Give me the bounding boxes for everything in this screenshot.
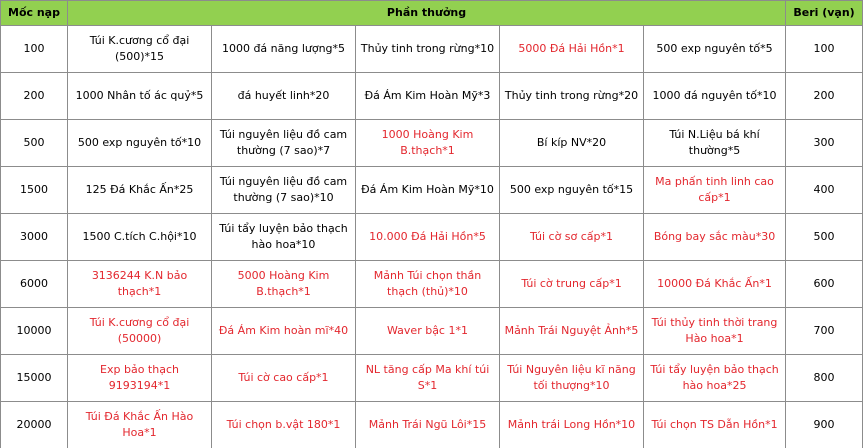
reward-cell: Túi chọn TS Dẫn Hồn*1: [644, 402, 786, 448]
reward-cell: 500 exp nguyên tố*5: [644, 26, 786, 73]
reward-cell: NL tăng cấp Ma khí túi S*1: [356, 355, 500, 402]
table-row: [1, 308, 863, 355]
moc-nap-cell: 3000: [1, 214, 68, 261]
beri-cell: 500: [786, 214, 863, 261]
moc-nap-cell: 20000: [1, 402, 68, 448]
reward-cell: 125 Đá Khắc Ấn*25: [68, 167, 212, 214]
header-beri: Beri (vạn): [786, 1, 863, 26]
reward-cell: Túi nguyên liệu đồ cam thường (7 sao)*7: [212, 120, 356, 167]
reward-cell: Mảnh trái Long Hồn*10: [500, 402, 644, 448]
reward-cell: Túi Đá Khắc Ấn Hào Hoa*1: [68, 402, 212, 448]
beri-cell: 800: [786, 355, 863, 402]
reward-cell: Túi chọn b.vật 180*1: [212, 402, 356, 448]
reward-cell: Túi cờ cao cấp*1: [212, 355, 356, 402]
reward-cell: Thủy tinh trong rừng*20: [500, 73, 644, 120]
beri-cell: 300: [786, 120, 863, 167]
moc-nap-cell: 100: [1, 26, 68, 73]
reward-cell: Mảnh Trái Ngũ Lôi*15: [356, 402, 500, 448]
moc-nap-cell: 6000: [1, 261, 68, 308]
header-row: [1, 1, 863, 26]
table-row: [1, 261, 863, 308]
table-row: [1, 73, 863, 120]
reward-cell: Mảnh Túi chọn thần thạch (thủ)*10: [356, 261, 500, 308]
reward-cell: 5000 Đá Hải Hồn*1: [500, 26, 644, 73]
table-body: [1, 26, 863, 448]
reward-cell: Đá Ám Kim Hoàn Mỹ*10: [356, 167, 500, 214]
reward-cell: Túi thủy tinh thời trang Hào hoa*1: [644, 308, 786, 355]
reward-cell: Đá Ám Kim hoàn mĩ*40: [212, 308, 356, 355]
header-moc-nap: Mốc nạp: [1, 1, 68, 26]
reward-cell: 1000 đá nguyên tố*10: [644, 73, 786, 120]
reward-cell: 1500 C.tích C.hội*10: [68, 214, 212, 261]
beri-cell: 600: [786, 261, 863, 308]
reward-cell: đá huyết linh*20: [212, 73, 356, 120]
reward-cell: 5000 Hoàng Kim B.thạch*1: [212, 261, 356, 308]
header-phan-thuong: Phần thưởng: [68, 1, 786, 26]
table-row: [1, 26, 863, 73]
beri-cell: 100: [786, 26, 863, 73]
reward-cell: Túi cờ trung cấp*1: [500, 261, 644, 308]
reward-cell: Túi tẩy luyện bảo thạch hào hoa*10: [212, 214, 356, 261]
reward-cell: 10.000 Đá Hải Hồn*5: [356, 214, 500, 261]
moc-nap-cell: 200: [1, 73, 68, 120]
moc-nap-cell: 500: [1, 120, 68, 167]
beri-cell: 400: [786, 167, 863, 214]
beri-cell: 700: [786, 308, 863, 355]
table-row: [1, 214, 863, 261]
reward-cell: Túi K.cương cổ đại (500)*15: [68, 26, 212, 73]
reward-cell: 500 exp nguyên tố*15: [500, 167, 644, 214]
table-row: [1, 120, 863, 167]
reward-cell: Túi nguyên liệu đồ cam thường (7 sao)*10: [212, 167, 356, 214]
reward-cell: Mảnh Trái Nguyệt Ảnh*5: [500, 308, 644, 355]
table-row: [1, 355, 863, 402]
reward-cell: 10000 Đá Khắc Ấn*1: [644, 261, 786, 308]
table-row: [1, 167, 863, 214]
reward-cell: 1000 Hoàng Kim B.thạch*1: [356, 120, 500, 167]
reward-cell: Túi N.Liệu bá khí thường*5: [644, 120, 786, 167]
beri-cell: 900: [786, 402, 863, 448]
reward-cell: Đá Ám Kim Hoàn Mỹ*3: [356, 73, 500, 120]
reward-cell: Thủy tinh trong rừng*10: [356, 26, 500, 73]
moc-nap-cell: 15000: [1, 355, 68, 402]
reward-cell: Túi Nguyên liệu kĩ năng tối thượng*10: [500, 355, 644, 402]
reward-cell: 3136244 K.N bảo thạch*1: [68, 261, 212, 308]
moc-nap-cell: 10000: [1, 308, 68, 355]
reward-cell: Ma phấn tinh linh cao cấp*1: [644, 167, 786, 214]
reward-cell: 1000 đá năng lượng*5: [212, 26, 356, 73]
reward-cell: 500 exp nguyên tố*10: [68, 120, 212, 167]
table-row: [1, 402, 863, 448]
reward-cell: Exp bảo thạch 9193194*1: [68, 355, 212, 402]
reward-cell: Bí kíp NV*20: [500, 120, 644, 167]
reward-cell: 1000 Nhân tố ác quỷ*5: [68, 73, 212, 120]
reward-cell: Túi cờ sơ cấp*1: [500, 214, 644, 261]
reward-cell: Bóng bay sắc màu*30: [644, 214, 786, 261]
reward-cell: Túi K.cương cổ đại (50000): [68, 308, 212, 355]
reward-cell: Túi tẩy luyện bảo thạch hào hoa*25: [644, 355, 786, 402]
moc-nap-cell: 1500: [1, 167, 68, 214]
beri-cell: 200: [786, 73, 863, 120]
reward-cell: Waver bậc 1*1: [356, 308, 500, 355]
